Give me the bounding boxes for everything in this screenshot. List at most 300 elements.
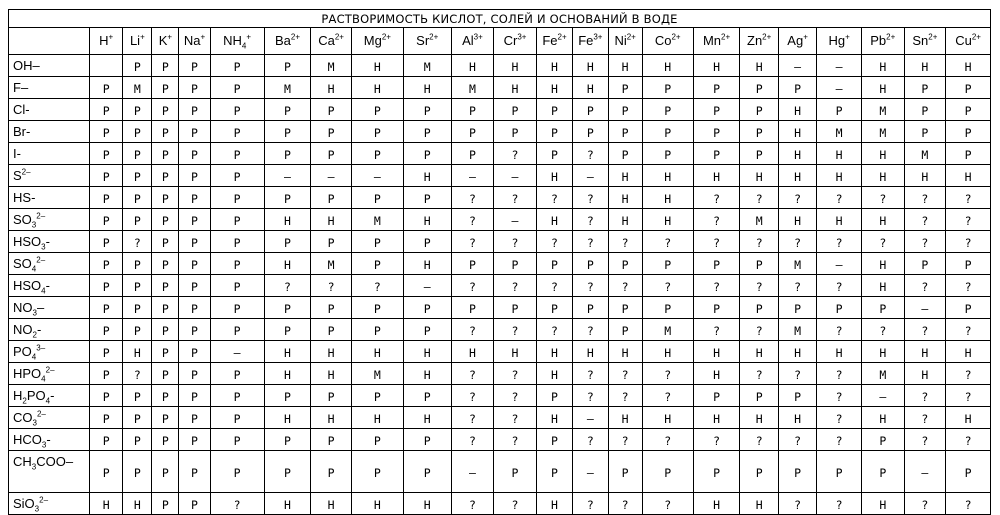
- solubility-cell: ?: [817, 385, 862, 407]
- solubility-cell: ?: [536, 231, 572, 253]
- anion-base: CO: [13, 409, 33, 425]
- solubility-cell: Н: [403, 253, 451, 275]
- solubility-cell: Р: [90, 319, 123, 341]
- solubility-cell: Р: [740, 253, 778, 275]
- solubility-cell: Н: [536, 77, 572, 99]
- solubility-cell: Р: [210, 297, 264, 319]
- solubility-cell: Р: [264, 143, 311, 165]
- cation-charge: 3+: [593, 32, 603, 42]
- solubility-cell: Р: [179, 77, 210, 99]
- anion-base: Br: [13, 123, 26, 139]
- solubility-cell: Р: [210, 253, 264, 275]
- solubility-cell: Р: [179, 319, 210, 341]
- table-row: [9, 77, 991, 99]
- cation-base: Fe: [542, 33, 558, 48]
- solubility-cell: ?: [817, 493, 862, 515]
- anion-base: CH: [13, 454, 32, 469]
- solubility-cell: Н: [311, 493, 352, 515]
- solubility-cell: Р: [152, 187, 179, 209]
- solubility-cell: –: [778, 55, 816, 77]
- solubility-cell: ?: [536, 187, 572, 209]
- solubility-cell: Р: [904, 121, 946, 143]
- solubility-cell: ?: [740, 187, 778, 209]
- solubility-cell: Р: [494, 451, 537, 493]
- anion-label: [9, 143, 90, 165]
- solubility-cell: ?: [817, 429, 862, 451]
- solubility-cell: Р: [403, 121, 451, 143]
- solubility-cell: Р: [152, 451, 179, 493]
- solubility-cell: Н: [403, 209, 451, 231]
- solubility-cell: ?: [573, 385, 608, 407]
- cation-charge: +: [167, 32, 173, 42]
- solubility-cell: Р: [210, 99, 264, 121]
- solubility-cell: Р: [817, 297, 862, 319]
- solubility-cell: ?: [494, 187, 537, 209]
- solubility-cell: Р: [608, 121, 642, 143]
- solubility-cell: Р: [210, 275, 264, 297]
- solubility-cell: Р: [536, 451, 572, 493]
- solubility-cell: Н: [264, 407, 311, 429]
- solubility-cell: Н: [451, 341, 494, 363]
- anion-base: F: [13, 79, 21, 95]
- solubility-cell: Р: [403, 99, 451, 121]
- solubility-cell: Н: [608, 165, 642, 187]
- solubility-cell: ?: [642, 231, 693, 253]
- anion-charge: –: [20, 79, 29, 95]
- cation-base: Ag: [787, 33, 804, 48]
- table-row: [9, 253, 991, 275]
- anion-charge: -: [46, 431, 51, 447]
- cation-charge: 2+: [429, 32, 439, 42]
- solubility-cell: Н: [351, 341, 403, 363]
- solubility-cell: ?: [946, 385, 991, 407]
- solubility-cell: Р: [264, 319, 311, 341]
- solubility-cell: Р: [642, 77, 693, 99]
- solubility-cell: Н: [946, 55, 991, 77]
- solubility-cell: Н: [817, 341, 862, 363]
- cation-charge: +: [803, 32, 808, 42]
- solubility-cell: Р: [210, 165, 264, 187]
- solubility-cell: ?: [642, 275, 693, 297]
- anion-base: SO: [13, 255, 32, 271]
- cation-charge: +: [845, 32, 850, 42]
- solubility-cell: ?: [817, 363, 862, 385]
- table-row: [9, 385, 991, 407]
- solubility-cell: Р: [778, 451, 816, 493]
- solubility-cell: Р: [311, 319, 352, 341]
- solubility-cell: Н: [494, 77, 537, 99]
- anion-label: [9, 319, 90, 341]
- cation-charge: 2+: [928, 32, 938, 42]
- solubility-cell: Р: [403, 143, 451, 165]
- solubility-cell: ?: [494, 319, 537, 341]
- solubility-cell: ?: [264, 275, 311, 297]
- solubility-cell: Р: [451, 143, 494, 165]
- solubility-cell: Н: [740, 165, 778, 187]
- solubility-cell: –: [451, 165, 494, 187]
- solubility-cell: Р: [179, 187, 210, 209]
- cation-base: H: [99, 33, 109, 48]
- solubility-cell: Р: [179, 385, 210, 407]
- solubility-cell: Р: [152, 493, 179, 515]
- solubility-cell: Р: [693, 77, 740, 99]
- cation-base: Mn: [702, 33, 722, 48]
- solubility-cell: ?: [693, 319, 740, 341]
- solubility-cell: Р: [693, 253, 740, 275]
- cation-header: [403, 28, 451, 55]
- solubility-cell: ?: [494, 385, 537, 407]
- solubility-cell: Р: [90, 385, 123, 407]
- cation-header: [693, 28, 740, 55]
- solubility-cell: ?: [311, 275, 352, 297]
- solubility-cell: Р: [179, 209, 210, 231]
- solubility-cell: ?: [740, 231, 778, 253]
- solubility-cell: Н: [740, 493, 778, 515]
- solubility-cell: Р: [311, 187, 352, 209]
- solubility-cell: –: [351, 165, 403, 187]
- solubility-cell: М: [642, 319, 693, 341]
- solubility-cell: Р: [152, 385, 179, 407]
- solubility-cell: ?: [946, 493, 991, 515]
- cation-base: Ni: [614, 33, 627, 48]
- anion-sub: 3: [34, 504, 40, 514]
- solubility-cell: Р: [179, 407, 210, 429]
- solubility-cell: [90, 55, 123, 77]
- cation-charge: 2+: [721, 32, 731, 42]
- cation-header: [351, 28, 403, 55]
- cation-base: Li: [129, 33, 141, 48]
- anion-charge: 2–: [36, 409, 46, 419]
- solubility-cell: ?: [608, 363, 642, 385]
- solubility-cell: Р: [264, 429, 311, 451]
- solubility-cell: Н: [904, 363, 946, 385]
- solubility-cell: –: [817, 55, 862, 77]
- solubility-cell: ?: [946, 429, 991, 451]
- solubility-cell: Н: [693, 407, 740, 429]
- anion-label: [9, 231, 90, 253]
- anion-sub2: 4: [45, 396, 51, 406]
- solubility-cell: М: [451, 77, 494, 99]
- solubility-cell: Р: [403, 231, 451, 253]
- solubility-cell: Р: [123, 165, 152, 187]
- table-row: [9, 55, 991, 77]
- solubility-cell: ?: [778, 493, 816, 515]
- solubility-cell: Р: [693, 121, 740, 143]
- cation-base: Cr: [503, 33, 518, 48]
- table-row: [9, 429, 991, 451]
- solubility-cell: Р: [90, 209, 123, 231]
- solubility-cell: М: [403, 55, 451, 77]
- solubility-cell: ?: [904, 187, 946, 209]
- solubility-cell: М: [861, 121, 904, 143]
- solubility-cell: Р: [778, 385, 816, 407]
- solubility-cell: Р: [179, 55, 210, 77]
- cation-header: [451, 28, 494, 55]
- solubility-cell: М: [778, 253, 816, 275]
- solubility-cell: Н: [778, 341, 816, 363]
- solubility-cell: Р: [123, 253, 152, 275]
- solubility-cell: ?: [451, 429, 494, 451]
- solubility-cell: –: [817, 77, 862, 99]
- solubility-cell: Р: [90, 77, 123, 99]
- cation-base: Al: [462, 33, 474, 48]
- anion-sub: 4: [31, 352, 37, 362]
- solubility-cell: Н: [693, 55, 740, 77]
- solubility-cell: Р: [642, 121, 693, 143]
- cation-base: Ba: [274, 33, 291, 48]
- anion-base: OH: [13, 57, 33, 73]
- solubility-cell: Н: [403, 165, 451, 187]
- solubility-cell: Р: [311, 99, 352, 121]
- solubility-cell: Р: [946, 77, 991, 99]
- cation-base: K: [158, 33, 168, 48]
- solubility-cell: Р: [608, 451, 642, 493]
- solubility-cell: Н: [608, 209, 642, 231]
- table-row: [9, 407, 991, 429]
- solubility-cell: Н: [740, 407, 778, 429]
- anion-label: [9, 341, 90, 363]
- table-row: [9, 451, 991, 493]
- solubility-cell: Р: [210, 55, 264, 77]
- solubility-cell: Р: [740, 121, 778, 143]
- solubility-cell: ?: [904, 231, 946, 253]
- solubility-cell: Н: [817, 165, 862, 187]
- anion-charge: 2–: [36, 255, 46, 265]
- solubility-cell: Н: [494, 341, 537, 363]
- cation-header: [311, 28, 352, 55]
- solubility-cell: Р: [817, 451, 862, 493]
- cation-header: [152, 28, 179, 55]
- solubility-cell: Р: [179, 493, 210, 515]
- solubility-cell: Р: [403, 429, 451, 451]
- solubility-cell: Р: [740, 297, 778, 319]
- solubility-cell: ?: [536, 275, 572, 297]
- solubility-cell: Р: [642, 451, 693, 493]
- solubility-cell: М: [861, 99, 904, 121]
- solubility-cell: Р: [123, 99, 152, 121]
- solubility-cell: Р: [152, 143, 179, 165]
- solubility-cell: –: [403, 275, 451, 297]
- solubility-cell: Н: [403, 341, 451, 363]
- solubility-cell: Н: [904, 341, 946, 363]
- solubility-cell: Р: [494, 297, 537, 319]
- solubility-cell: ?: [451, 385, 494, 407]
- solubility-cell: ?: [904, 493, 946, 515]
- solubility-cell: Р: [536, 143, 572, 165]
- solubility-cell: Р: [152, 77, 179, 99]
- cation-header: [179, 28, 210, 55]
- solubility-cell: Н: [904, 165, 946, 187]
- solubility-cell: Р: [451, 253, 494, 275]
- anion-label: [9, 429, 90, 451]
- solubility-cell: Н: [403, 363, 451, 385]
- cation-base: Na: [183, 33, 201, 48]
- anion-sub: 2: [22, 396, 27, 406]
- solubility-cell: Р: [403, 385, 451, 407]
- solubility-cell: Р: [90, 187, 123, 209]
- solubility-cell: ?: [693, 429, 740, 451]
- solubility-cell: ?: [608, 275, 642, 297]
- table-body: [9, 55, 991, 515]
- cation-header: [740, 28, 778, 55]
- anion-sub: 4: [31, 264, 37, 274]
- solubility-cell: ?: [904, 407, 946, 429]
- cation-charge: 2+: [334, 32, 344, 42]
- solubility-cell: Р: [536, 429, 572, 451]
- solubility-cell: Н: [311, 407, 352, 429]
- solubility-cell: Н: [778, 407, 816, 429]
- anion-base: I: [13, 145, 17, 161]
- anion-label: [9, 297, 90, 319]
- solubility-cell: Р: [740, 99, 778, 121]
- solubility-cell: ?: [451, 209, 494, 231]
- anion-base: NO: [13, 321, 33, 337]
- solubility-cell: ?: [210, 493, 264, 515]
- solubility-cell: Н: [351, 407, 403, 429]
- anion-charge: -: [45, 277, 50, 293]
- cation-header: [123, 28, 152, 55]
- solubility-cell: ?: [123, 363, 152, 385]
- solubility-cell: ?: [817, 275, 862, 297]
- solubility-cell: –: [494, 165, 537, 187]
- solubility-cell: Н: [351, 493, 403, 515]
- cation-charge: 3+: [473, 32, 483, 42]
- solubility-cell: Р: [152, 319, 179, 341]
- solubility-cell: Н: [861, 77, 904, 99]
- solubility-cell: Р: [740, 143, 778, 165]
- anion-base: HSO: [13, 277, 42, 293]
- solubility-cell: Н: [403, 493, 451, 515]
- cation-header: [494, 28, 537, 55]
- solubility-cell: Н: [861, 55, 904, 77]
- solubility-cell: Р: [90, 275, 123, 297]
- anion-charge: 2–: [21, 167, 31, 177]
- solubility-cell: Р: [946, 297, 991, 319]
- solubility-cell: Р: [946, 121, 991, 143]
- cation-charge: 2+: [762, 32, 772, 42]
- solubility-cell: Н: [311, 77, 352, 99]
- solubility-cell: Р: [403, 297, 451, 319]
- anion-label: [9, 253, 90, 275]
- solubility-cell: Р: [351, 187, 403, 209]
- solubility-cell: ?: [608, 493, 642, 515]
- solubility-cell: Р: [946, 143, 991, 165]
- solubility-cell: М: [351, 209, 403, 231]
- solubility-cell: Н: [264, 341, 311, 363]
- solubility-cell: Н: [536, 209, 572, 231]
- cation-charge: +: [246, 32, 252, 42]
- anion-charge: -: [45, 233, 50, 249]
- table-row: [9, 99, 991, 121]
- solubility-cell: Н: [642, 187, 693, 209]
- solubility-cell: Р: [210, 319, 264, 341]
- solubility-cell: Р: [90, 297, 123, 319]
- solubility-cell: –: [573, 165, 608, 187]
- table-row: [9, 297, 991, 319]
- solubility-cell: Н: [90, 493, 123, 515]
- solubility-cell: ?: [778, 187, 816, 209]
- solubility-cell: Р: [179, 143, 210, 165]
- cation-charge: 2+: [671, 32, 681, 42]
- solubility-cell: Н: [861, 253, 904, 275]
- cation-header: [210, 28, 264, 55]
- solubility-cell: Р: [861, 429, 904, 451]
- solubility-cell: Н: [536, 55, 572, 77]
- solubility-cell: Р: [351, 429, 403, 451]
- solubility-cell: ?: [778, 429, 816, 451]
- solubility-cell: Р: [608, 77, 642, 99]
- solubility-cell: ?: [451, 231, 494, 253]
- solubility-cell: Р: [946, 451, 991, 493]
- solubility-cell: Р: [536, 297, 572, 319]
- anion-sub: 3: [31, 220, 37, 230]
- solubility-cell: Р: [264, 451, 311, 493]
- solubility-cell: Р: [778, 297, 816, 319]
- solubility-cell: Р: [311, 297, 352, 319]
- solubility-cell: Р: [264, 121, 311, 143]
- anion-label: [9, 275, 90, 297]
- solubility-cell: ?: [451, 363, 494, 385]
- solubility-cell: Р: [90, 341, 123, 363]
- solubility-cell: ?: [861, 187, 904, 209]
- solubility-cell: ?: [494, 363, 537, 385]
- solubility-cell: Н: [861, 275, 904, 297]
- corner-cell: [9, 28, 90, 55]
- solubility-cell: ?: [123, 231, 152, 253]
- solubility-cell: Р: [642, 99, 693, 121]
- solubility-cell: Р: [608, 99, 642, 121]
- cation-header: [573, 28, 608, 55]
- cation-base: Mg: [363, 33, 382, 48]
- solubility-cell: Н: [740, 55, 778, 77]
- anion-base: Cl: [13, 101, 26, 117]
- solubility-cell: Р: [179, 429, 210, 451]
- solubility-cell: Н: [311, 209, 352, 231]
- solubility-cell: Р: [904, 253, 946, 275]
- anion-label: [9, 121, 90, 143]
- anion-sub: 4: [41, 286, 46, 296]
- solubility-cell: Р: [179, 165, 210, 187]
- solubility-cell: М: [861, 363, 904, 385]
- solubility-cell: Р: [946, 99, 991, 121]
- solubility-cell: ?: [494, 493, 537, 515]
- solubility-cell: Н: [778, 165, 816, 187]
- solubility-cell: ?: [573, 275, 608, 297]
- anion-base2: COO: [36, 454, 66, 469]
- solubility-cell: Р: [90, 143, 123, 165]
- solubility-cell: ?: [642, 363, 693, 385]
- solubility-cell: ?: [946, 187, 991, 209]
- solubility-cell: Р: [264, 297, 311, 319]
- cation-base: Zn: [747, 33, 763, 48]
- solubility-cell: Р: [311, 143, 352, 165]
- solubility-cell: ?: [494, 231, 537, 253]
- cation-header: [642, 28, 693, 55]
- solubility-cell: Р: [642, 297, 693, 319]
- solubility-cell: ?: [946, 231, 991, 253]
- anion-charge: -: [50, 387, 55, 403]
- solubility-cell: ?: [904, 319, 946, 341]
- solubility-cell: ?: [494, 429, 537, 451]
- solubility-cell: Р: [311, 121, 352, 143]
- solubility-cell: Р: [90, 363, 123, 385]
- solubility-cell: Р: [403, 187, 451, 209]
- table-row: [9, 319, 991, 341]
- solubility-cell: –: [904, 451, 946, 493]
- solubility-cell: Р: [90, 407, 123, 429]
- cation-header: [90, 28, 123, 55]
- solubility-cell: Р: [904, 77, 946, 99]
